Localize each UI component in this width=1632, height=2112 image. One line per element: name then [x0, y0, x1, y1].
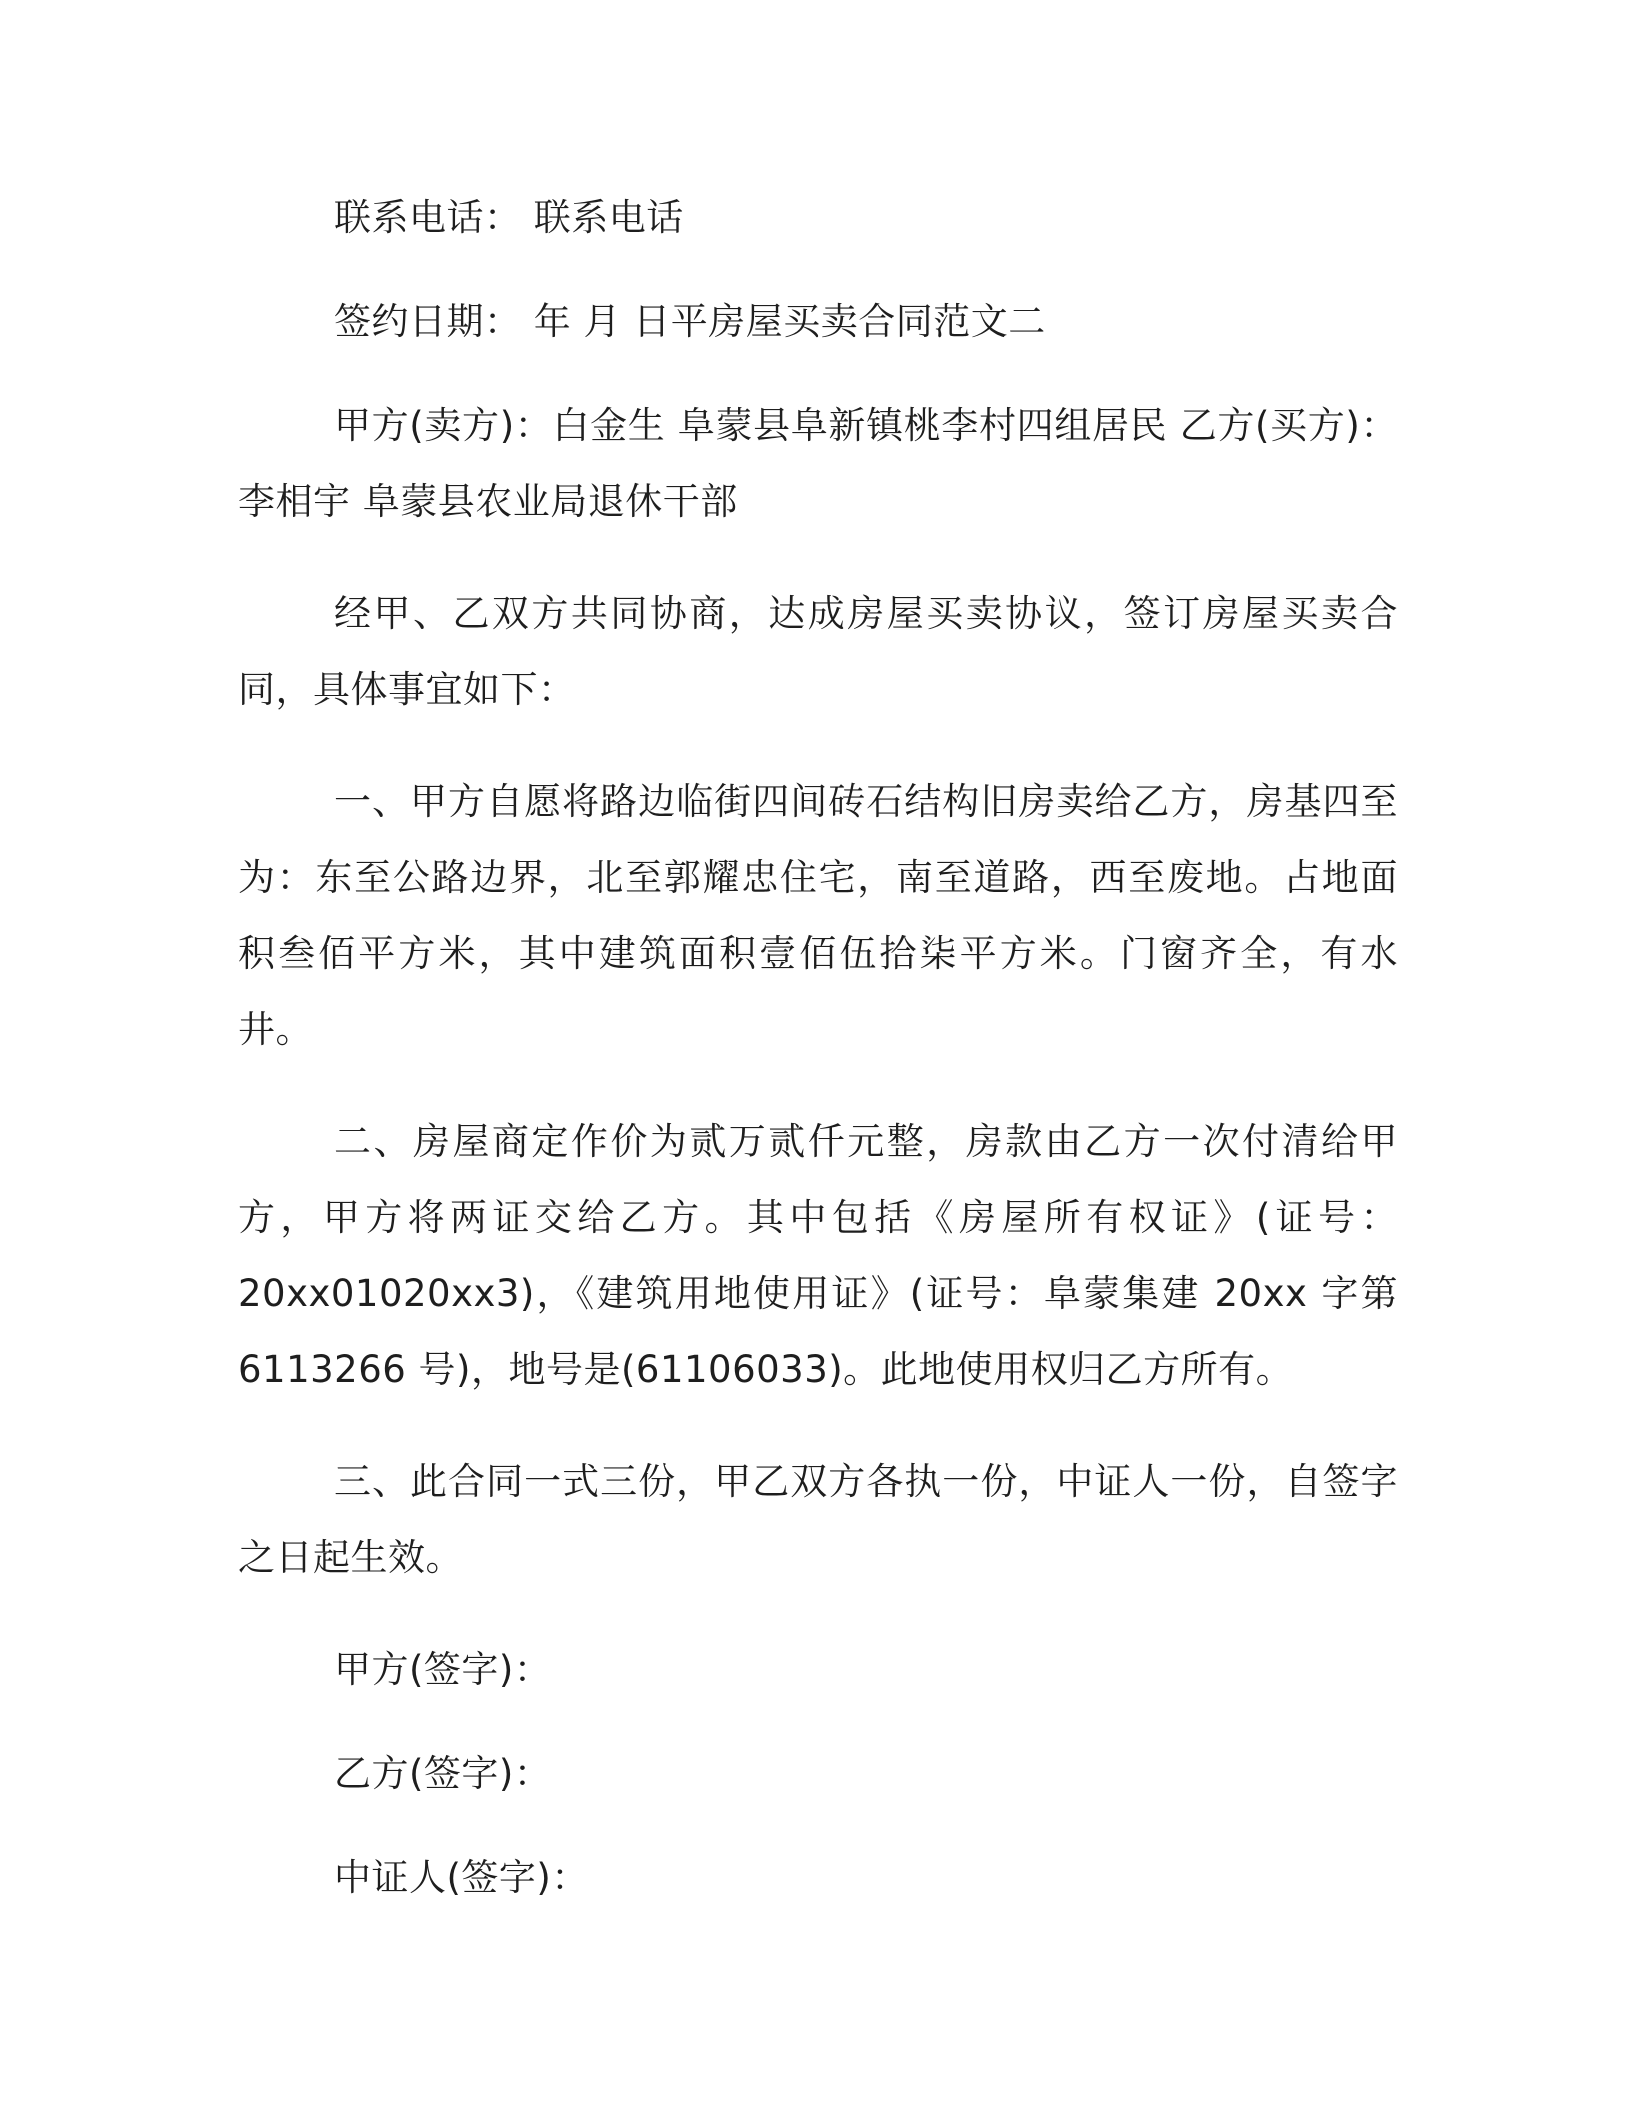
- clause-two-paragraph: 二、房屋商定作价为贰万贰仟元整，房款由乙方一次付清给甲方，甲方将两证交给乙方。其中包括《房屋所有权证》(证号：20xx01020xx3)，《建筑用地使用证》(证号：阜蒙集建 20xx 字第 6113266 号)，地号是(61106033)。此地使用权归乙方所有。: [238, 1120, 1398, 1391]
- witness-signature-line: 中证人(签字)：: [334, 1856, 589, 1899]
- clause-one-paragraph: 一、甲方自愿将路边临街四间砖石结构旧房卖给乙方，房基四至为：东至公路边界，北至郭耀忠住宅，南至道路，西至废地。占地面积叁佰平方米，其中建筑面积壹佰伍拾柒平方米。门窗齐全，有水井。: [238, 780, 1398, 1051]
- contact-phone-line: 联系电话： 联系电话: [334, 196, 684, 239]
- party-b-signature-line: 乙方(签字)：: [334, 1752, 552, 1795]
- agreement-intro-paragraph: 经甲、乙双方共同协商，达成房屋买卖协议，签订房屋买卖合同，具体事宜如下：: [238, 592, 1398, 711]
- parties-paragraph: 甲方(卖方)：白金生 阜蒙县阜新镇桃李村四组居民 乙方(买方)：李相宇 阜蒙县农业局退休干部: [238, 404, 1398, 523]
- party-a-signature-line: 甲方(签字)：: [334, 1648, 552, 1691]
- document-body: [238, 180, 1398, 1916]
- signing-date-line: 签约日期： 年 月 日平房屋买卖合同范文二: [334, 300, 1046, 343]
- clause-three-paragraph: 三、此合同一式三份，甲乙双方各执一份，中证人一份，自签字之日起生效。: [238, 1460, 1398, 1579]
